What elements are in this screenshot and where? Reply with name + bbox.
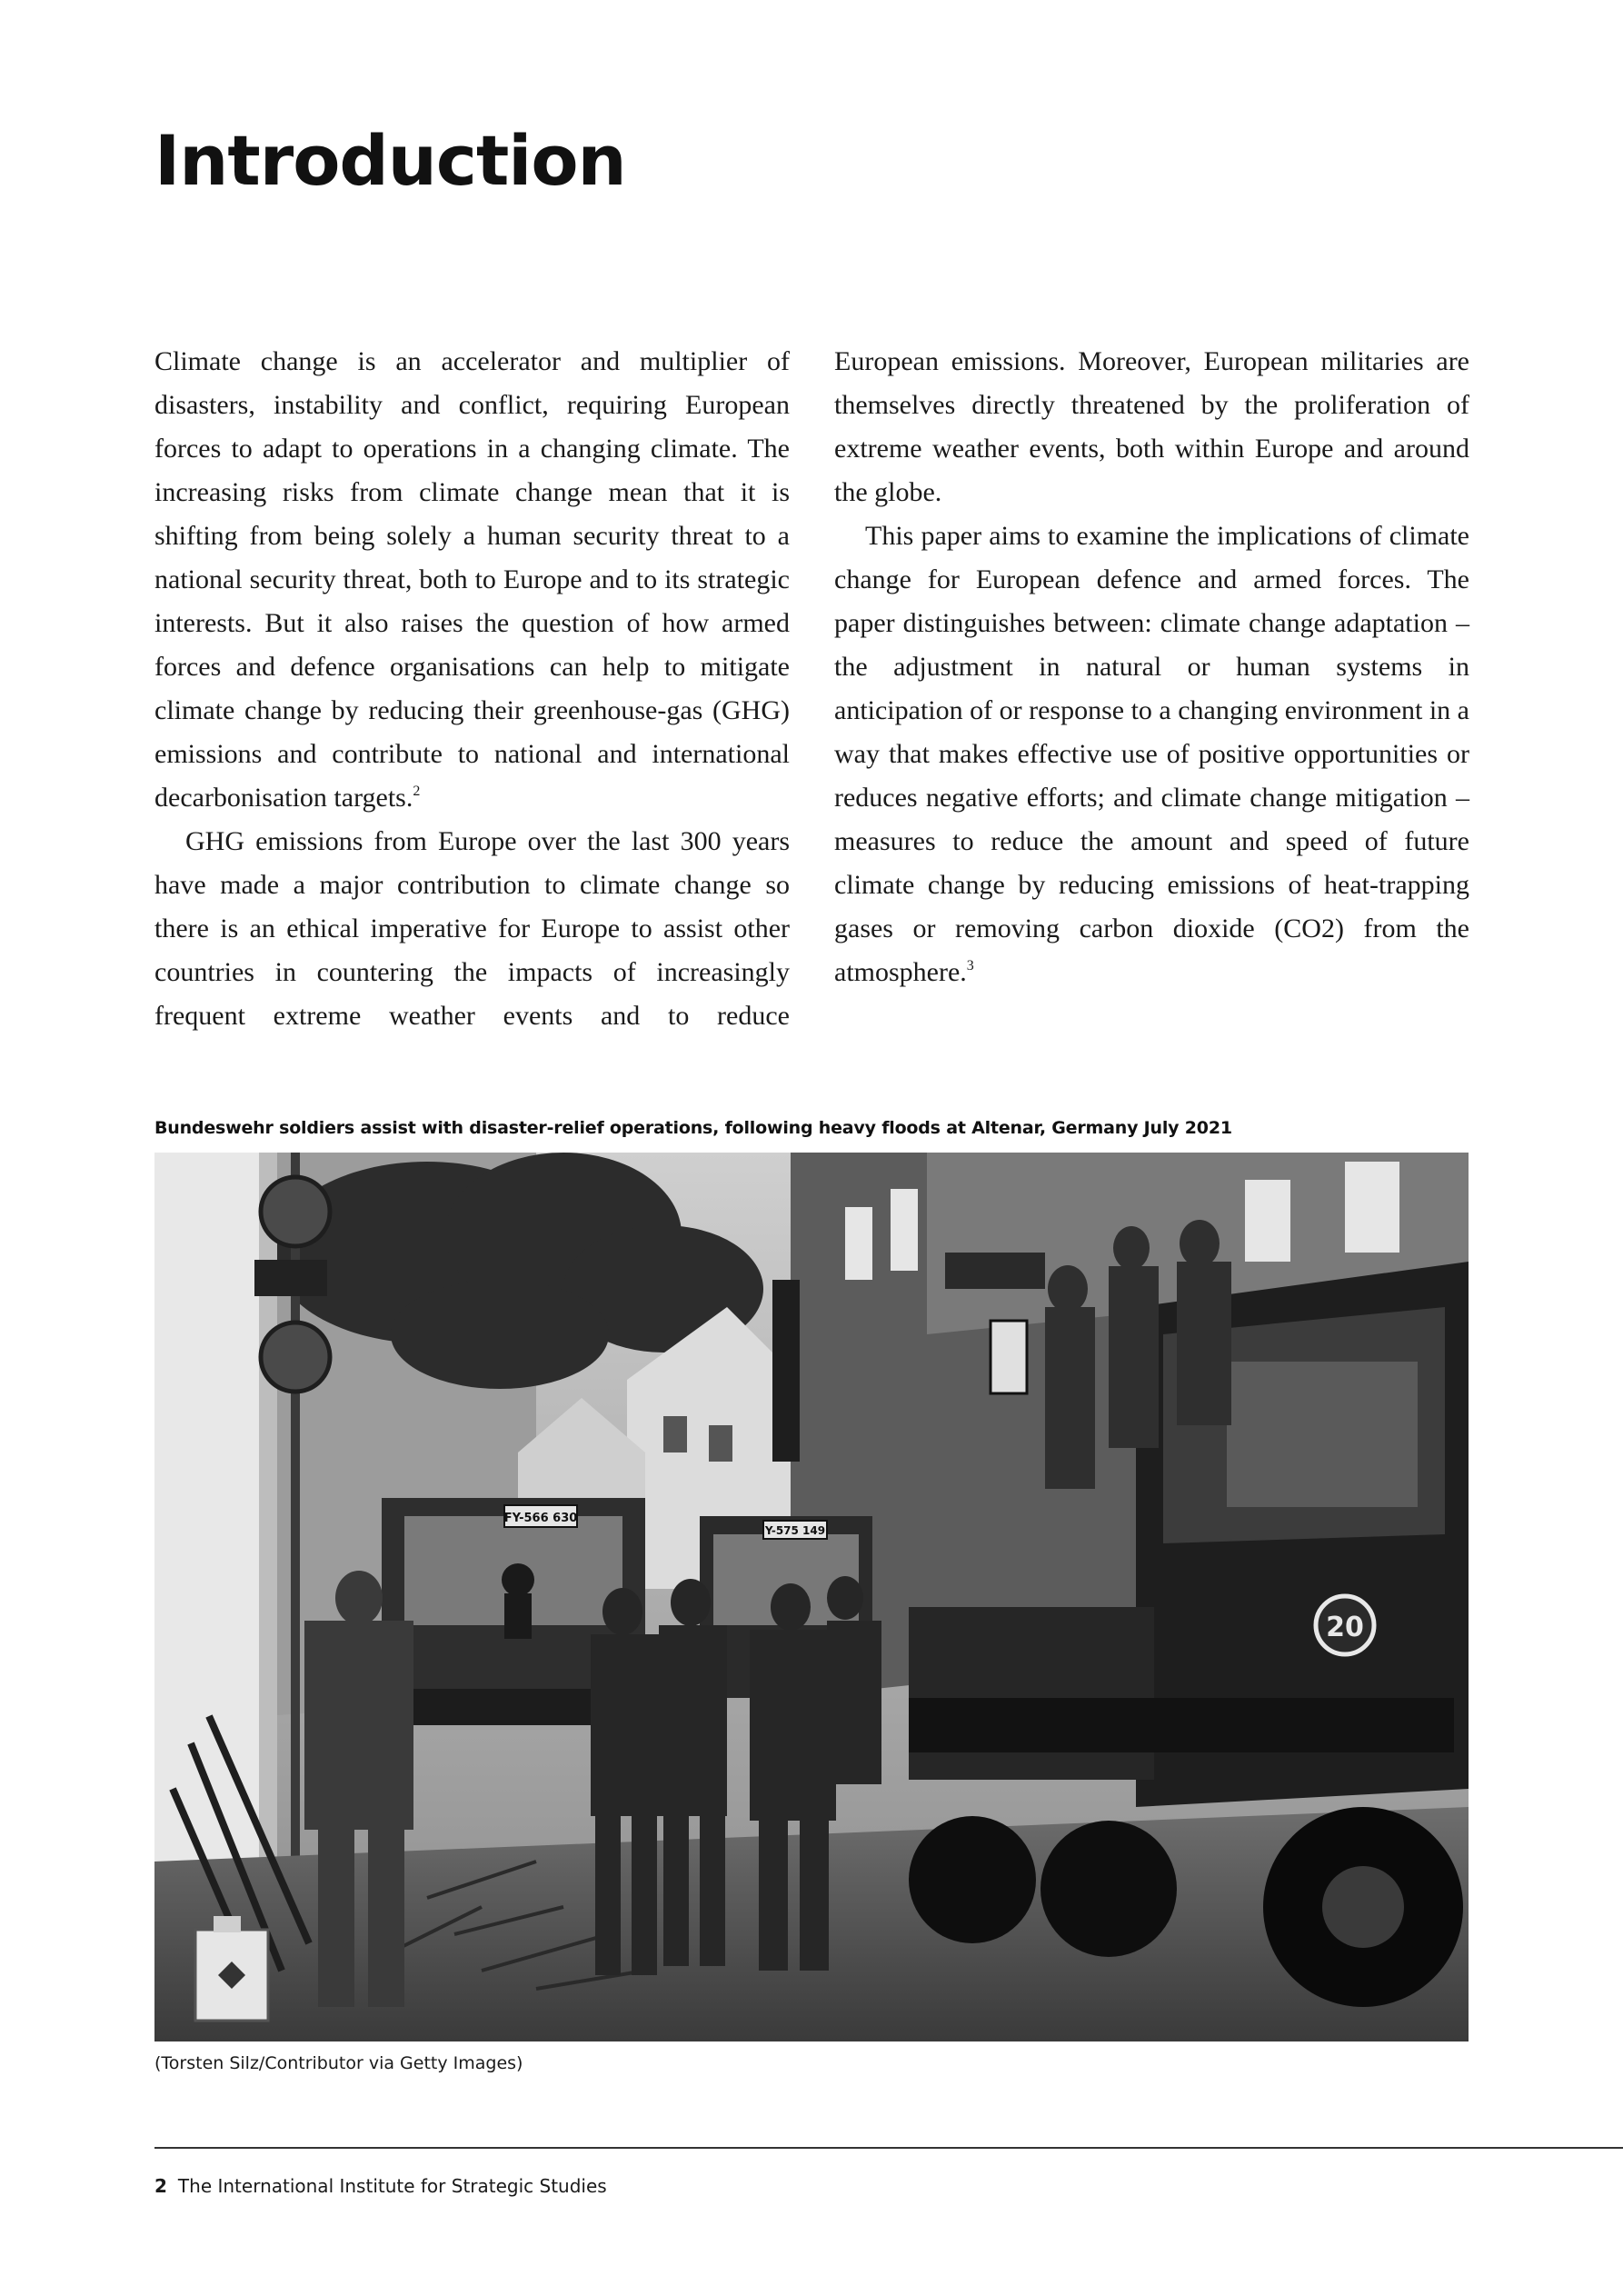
truck-plate-right: Y-575 149 <box>764 1524 826 1537</box>
body-paragraph <box>154 340 790 820</box>
body-column-left <box>154 340 790 1038</box>
paragraph-text: This paper aims to examine the implications of climate change for European defence and armed forces. The paper distinguishes between: climate change adaptation – the adjustment in natural or human systems in anticipation of or response to a changing environment in a way that makes effective use of positive opportunities or reduces negative efforts; and climate change mitigation – measures to reduce the amount and speed of future climate change by reducing emissions of heat-trapping gases or removing carbon dioxide (CO2) from the atmosphere. <box>834 521 1469 987</box>
paragraph-text: GHG emissions from Europe over the last 300 years have made a major contribution to climate change so there is an ethical imperative for Europe to assist other countries in countering the impacts of increasingly frequent extreme weather events and to reduce <box>154 826 790 1031</box>
body-paragraph <box>154 820 790 1038</box>
truck-plate-left: FY-566 630 <box>503 1512 578 1525</box>
footnote-ref[interactable]: 2 <box>413 784 421 799</box>
body-column-right <box>834 340 1469 994</box>
truck-number: 20 <box>1326 1612 1364 1643</box>
publisher-name: The International Institute for Strategic Studies <box>177 2175 607 2197</box>
figure-caption: Bundeswehr soldiers assist with disaster-relief operations, following heavy floods at Altenar, Germany July 2021 <box>154 1118 1232 1138</box>
body-paragraph <box>834 514 1469 994</box>
body-paragraph <box>834 340 1469 514</box>
paragraph-text: Climate change is an accelerator and multiplier of disasters, instability and conflict, requiring European forces to adapt to operations in a changing climate. The increasing risks from climate change mean that it is shifting from being solely a human security threat to a national security threat, both to Europe and to its strategic interests. But it also raises the question of how armed forces and defence organisations can help to mitigate climate change by reducing their greenhouse-gas (GHG) emissions and contribute to national and international decarbonisation targets. <box>154 346 790 813</box>
page-title: Introduction <box>154 120 626 201</box>
flood-relief-photo <box>154 1153 1469 2041</box>
page-footer <box>154 2175 607 2197</box>
footer-divider <box>154 2147 1623 2149</box>
page-number: 2 <box>154 2175 167 2197</box>
photo-illustration <box>154 1153 1469 2041</box>
footnote-ref[interactable]: 3 <box>966 958 974 973</box>
photo-credit: (Torsten Silz/Contributor via Getty Images) <box>154 2053 523 2073</box>
paragraph-text: European emissions. Moreover, European militaries are themselves directly threatened by the proliferation of extreme weather events, both within Europe and around the globe. <box>834 346 1469 507</box>
